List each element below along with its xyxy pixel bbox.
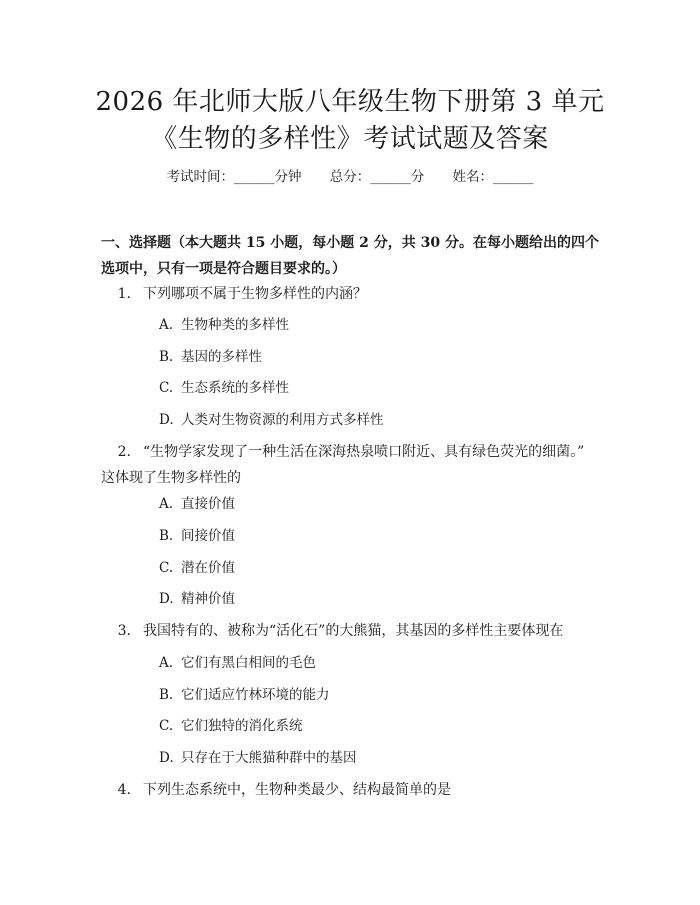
q1-option-a xyxy=(159,315,289,335)
question-4 xyxy=(101,777,591,803)
option-text: 它们有黑白相间的毛色 xyxy=(181,655,316,671)
option-letter: A. xyxy=(159,655,174,671)
q2-option-b xyxy=(159,526,235,546)
option-text: 它们独特的消化系统 xyxy=(181,718,303,734)
option-text: 潜在价值 xyxy=(181,560,235,576)
section-heading: 一、选择题（本大题共 15 小题，每小题 2 分，共 30 分。在每小题给出的四个选项中，只有一项是符合题目要求的。） xyxy=(101,235,599,277)
option-text: 生态系统的多样性 xyxy=(181,380,289,396)
option-letter: B. xyxy=(159,687,174,703)
option-text: 人类对生物资源的利用方式多样性 xyxy=(181,412,384,428)
exam-meta xyxy=(0,167,700,187)
option-letter: A. xyxy=(159,317,174,333)
question-text: 下列哪项不属于生物多样性的内涵？ xyxy=(143,286,367,302)
exam-score xyxy=(330,167,425,187)
q3-option-b xyxy=(159,685,330,705)
option-text: 精神价值 xyxy=(181,591,235,607)
option-letter: B. xyxy=(159,528,174,544)
question-3 xyxy=(101,618,621,644)
time-label: 考试时间： xyxy=(166,169,234,185)
question-number: 4. xyxy=(117,782,131,798)
time-blank: ______ xyxy=(233,169,275,185)
q3-option-d xyxy=(159,748,357,768)
question-text: 我国特有的、被称为“活化石”的大熊猫，其基因的多样性主要体现在 xyxy=(143,623,564,639)
document-title-line-2: 《生物的多样性》考试试题及答案 xyxy=(151,124,549,154)
score-label: 总分： xyxy=(329,169,371,185)
name-blank: ______ xyxy=(493,169,534,185)
option-text: 间接价值 xyxy=(181,528,235,544)
question-text: 下列生态系统中，生物种类最少、结构最简单的是 xyxy=(143,782,451,798)
option-letter: A. xyxy=(159,496,174,512)
option-letter: C. xyxy=(159,718,174,734)
option-letter: B. xyxy=(159,349,174,365)
q2-option-d xyxy=(159,589,235,609)
document-title-line-1: 2026 年北师大版八年级生物下册第 3 单元 xyxy=(95,87,605,117)
q3-option-c xyxy=(159,716,303,736)
question-number: 3. xyxy=(117,623,131,639)
name-label: 姓名： xyxy=(452,169,494,185)
question-text: “生物学家发现了一种生活在深海热泉喷口附近、具有绿色荧光的细菌。” 这体现了生物多样性的 xyxy=(101,444,585,486)
q1-option-c xyxy=(159,378,289,398)
score-blank: ______ xyxy=(370,169,411,185)
q1-option-d xyxy=(159,410,384,430)
score-unit: 分 xyxy=(410,169,425,185)
option-text: 直接价值 xyxy=(181,496,235,512)
time-unit: 分钟 xyxy=(274,169,302,185)
option-letter: C. xyxy=(159,380,174,396)
exam-name xyxy=(453,167,534,187)
option-letter: C. xyxy=(159,560,174,576)
option-text: 生物种类的多样性 xyxy=(181,317,289,333)
exam-time xyxy=(166,167,301,187)
question-2 xyxy=(101,439,591,491)
q2-option-a xyxy=(159,494,235,514)
question-number: 1. xyxy=(117,286,131,302)
option-text: 只存在于大熊猫种群中的基因 xyxy=(181,750,357,766)
option-letter: D. xyxy=(159,591,174,607)
q3-option-a xyxy=(159,653,316,673)
question-1 xyxy=(101,281,591,307)
q2-option-c xyxy=(159,558,235,578)
q1-option-b xyxy=(159,347,262,367)
option-text: 它们适应竹林环境的能力 xyxy=(181,687,330,703)
option-text: 基因的多样性 xyxy=(181,349,262,365)
question-number: 2. xyxy=(117,444,131,460)
option-letter: D. xyxy=(159,412,174,428)
option-letter: D. xyxy=(159,750,174,766)
